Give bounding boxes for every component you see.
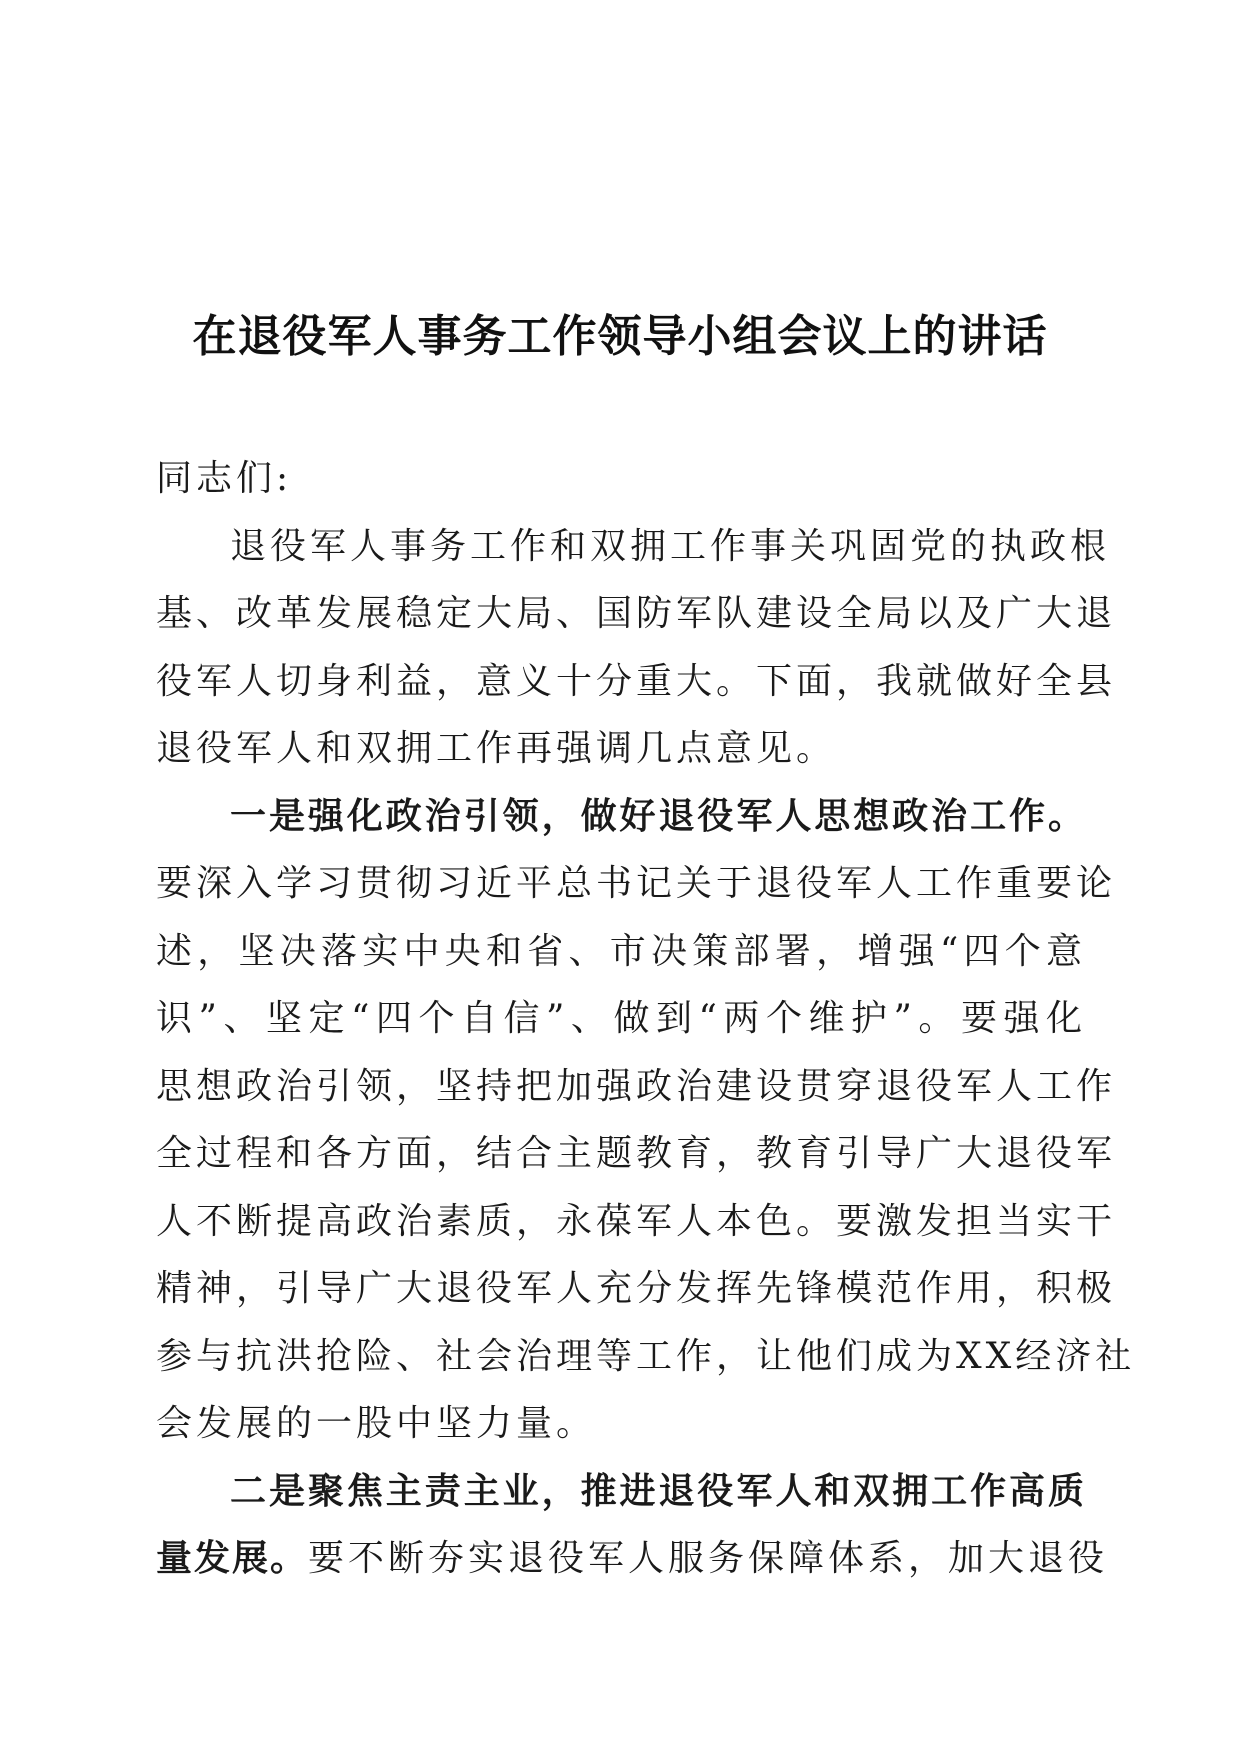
paragraph-3-heading-line-2: 量发展。 (156, 1538, 309, 1579)
paragraph-2-line-1: 要深入学习贯彻习近平总书记关于退役军人工作重要论 (156, 863, 1117, 904)
paragraph-2-heading: 一是强化政治引领，做好退役军人思想政治工作。 (230, 795, 1086, 837)
paragraph-3-heading-line-1: 二是聚焦主责主业，推进退役军人和双拥工作高质 (230, 1470, 1086, 1512)
paragraph-2-line-6: 人不断提高政治素质，永葆军人本色。要激发担当实干 (156, 1200, 1117, 1242)
paragraph-2-line-4: 思想政治引领，坚持把加强政治建设贯穿退役军人工作 (156, 1065, 1117, 1107)
document-title: 在退役军人事务工作领导小组会议上的讲话 (192, 311, 1048, 362)
paragraph-2-line-7: 精神，引导广大退役军人充分发挥先锋模范作用，积极 (156, 1268, 1117, 1309)
paragraph-1-line-4: 退役军人和双拥工作再强调几点意见。 (156, 728, 837, 769)
paragraph-2-line-5: 全过程和各方面，结合主题教育，教育引导广大退役军 (156, 1133, 1117, 1174)
paragraph-2-line-3: 识”、坚定“四个自信”、做到“两个维护”。要强化 (156, 998, 1086, 1039)
paragraph-2-line-2: 述，坚决落实中央和省、市决策部署，增强“四个意 (156, 930, 1086, 972)
paragraph-1-line-1: 退役军人事务工作和双拥工作事关巩固党的执政根 (230, 525, 1111, 567)
paragraph-3-text: 要不断夯实退役军人服务保障体系，加大退役 (308, 1538, 1109, 1579)
document-body (156, 445, 1136, 1593)
salutation: 同志们: (156, 458, 293, 499)
paragraph-1-line-3: 役军人切身利益，意义十分重大。下面，我就做好全县 (156, 660, 1117, 702)
paragraph-3-line-2 (156, 1525, 1109, 1593)
paragraph-2-line-8: 参与抗洪抢险、社会治理等工作，让他们成为XX经济社 (156, 1335, 1136, 1377)
paragraph-1-line-2: 基、改革发展稳定大局、国防军队建设全局以及广大退 (156, 593, 1117, 634)
paragraph-2-line-9: 会发展的一股中坚力量。 (156, 1403, 597, 1444)
